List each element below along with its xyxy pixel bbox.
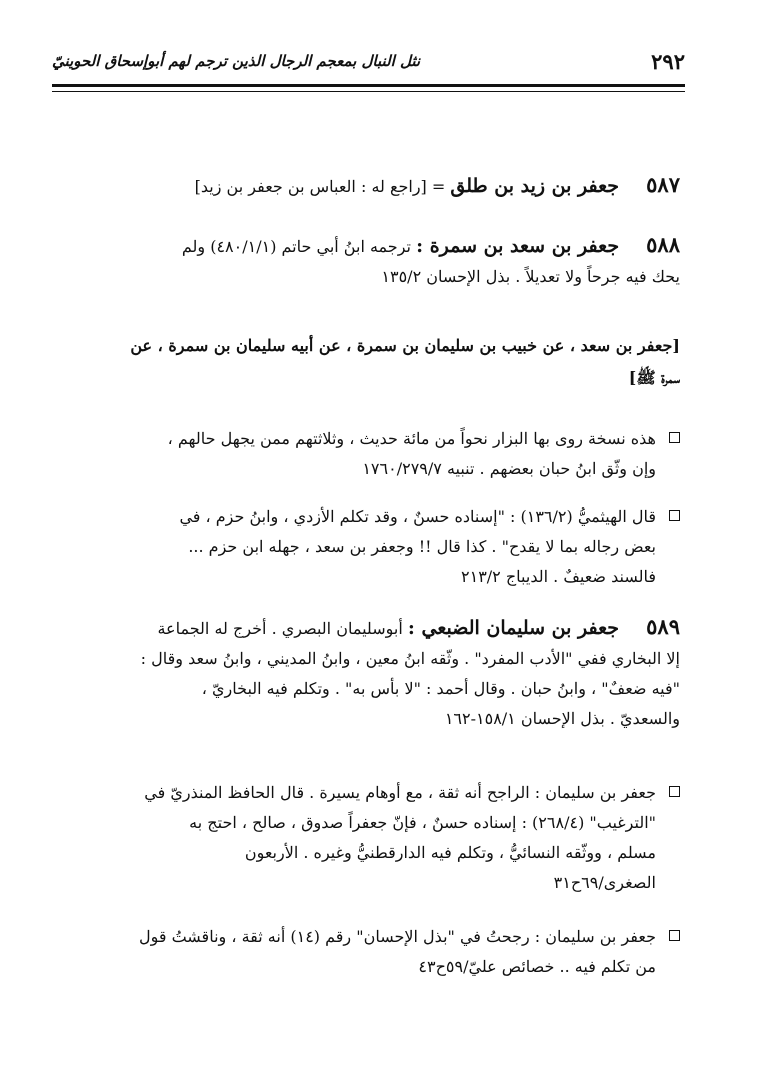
page-number: ٢٩٢ [651,48,685,74]
note-line: بعض رجاله بما لا يقدح" . كذا قال !! وجعفر بن سعد ، جهله ابن حزم ... [188,537,656,556]
note-line: وإن وثّق ابنُ حبان بعضهم . تنبيه ١٧٦٠/٢٧٩/٧ [362,459,656,478]
running-title: نثل النبال بمعجم الرجال الذين ترجم لهم أبوإسحاق الحوينيّ [52,52,421,70]
entry-589 [56,612,680,734]
note-line: من تكلم فيه .. خصائص عليّ/٥٩ح٤٣ [418,957,656,976]
note-line: فالسند ضعيفٌ . الديباج ٢١٣/٢ [461,567,656,586]
checkbox-square-icon [669,432,680,443]
entry-text: أبوسليمان البصري . أخرج له الجماعة [157,619,403,638]
note-line: الصغرى/٦٩ح٣١ [553,873,656,892]
entry-text: "فيه ضعفٌ" ، وابنُ حبان . وقال أحمد : "لا بأس به" . وتكلم فيه البخاريّ ، [201,679,680,698]
note-line: جعفر بن سليمان : الراجح أنه ثقة ، مع أوهام يسيرة . قال الحافظ المنذريّ في [144,783,656,802]
entry-text: والسعديّ . بذل الإحسان ١٥٨/١-١٦٢ [444,709,680,728]
header-rule-thin [52,91,685,92]
isnad-line: سمرة ﷺ] [628,368,680,387]
checkbox-square-icon [669,510,680,521]
note-line: جعفر بن سليمان : رجحتُ في "بذل الإحسان" رقم (١٤) أنه ثقة ، وناقشتُ قول [138,927,656,946]
entry-name: جعفر بن سعد بن سمرة : [416,235,620,257]
note-line: مسلم ، ووثّقه النسائيُّ ، وتكلم فيه الدارقطنيُّ وغيره . الأربعون [244,843,656,862]
note-line: "الترغيب" (٢٦٨/٤) : إسناده حسنٌ ، فإنّ جعفراً صدوق ، صالح ، احتج به [189,813,656,832]
note-item [56,922,680,982]
entry-588 [56,230,680,292]
page-header [52,48,685,74]
entry-text: = [راجع له : العباس بن جعفر بن زيد] [194,177,446,196]
note-line: قال الهيثميُّ (١٣٦/٢) : "إسناده حسنٌ ، وقد تكلم الأزدي ، وابنُ حزم ، في [179,507,656,526]
entry-name: جعفر بن سليمان الضبعي : [407,617,620,639]
checkbox-square-icon [669,786,680,797]
header-rule-thick [52,84,685,87]
entry-number: ٥٨٩ [646,614,680,639]
entry-text: إلا البخاري ففي "الأدب المفرد" . وثّقه ابنُ معين ، وابنُ المديني ، وابنُ سعد وقال : [140,649,680,668]
isnad-line: [جعفر بن سعد ، عن خبيب بن سليمان بن سمرة ، عن أبيه سليمان بن سمرة ، عن [130,336,680,355]
entry-name: جعفر بن زيد بن طلق [450,175,620,197]
checkbox-square-icon [669,930,680,941]
entry-text: ترجمه ابنُ أبي حاتم (٤٨٠/١/١) ولم [181,237,411,256]
entry-text: يحك فيه جرحاً ولا تعديلاً . بذل الإحسان ١٣٥/٢ [381,267,680,286]
note-line: هذه نسخة روى بها البزار نحواً من مائة حديث ، وثلاثتهم ممن يجهل حالهم ، [167,429,656,448]
entry-number: ٥٨٧ [646,172,680,197]
note-item [56,778,680,898]
isnad-chain [56,330,680,394]
entry-587 [56,170,680,202]
note-item [56,502,680,592]
note-item [56,424,680,484]
entry-number: ٥٨٨ [646,232,680,257]
